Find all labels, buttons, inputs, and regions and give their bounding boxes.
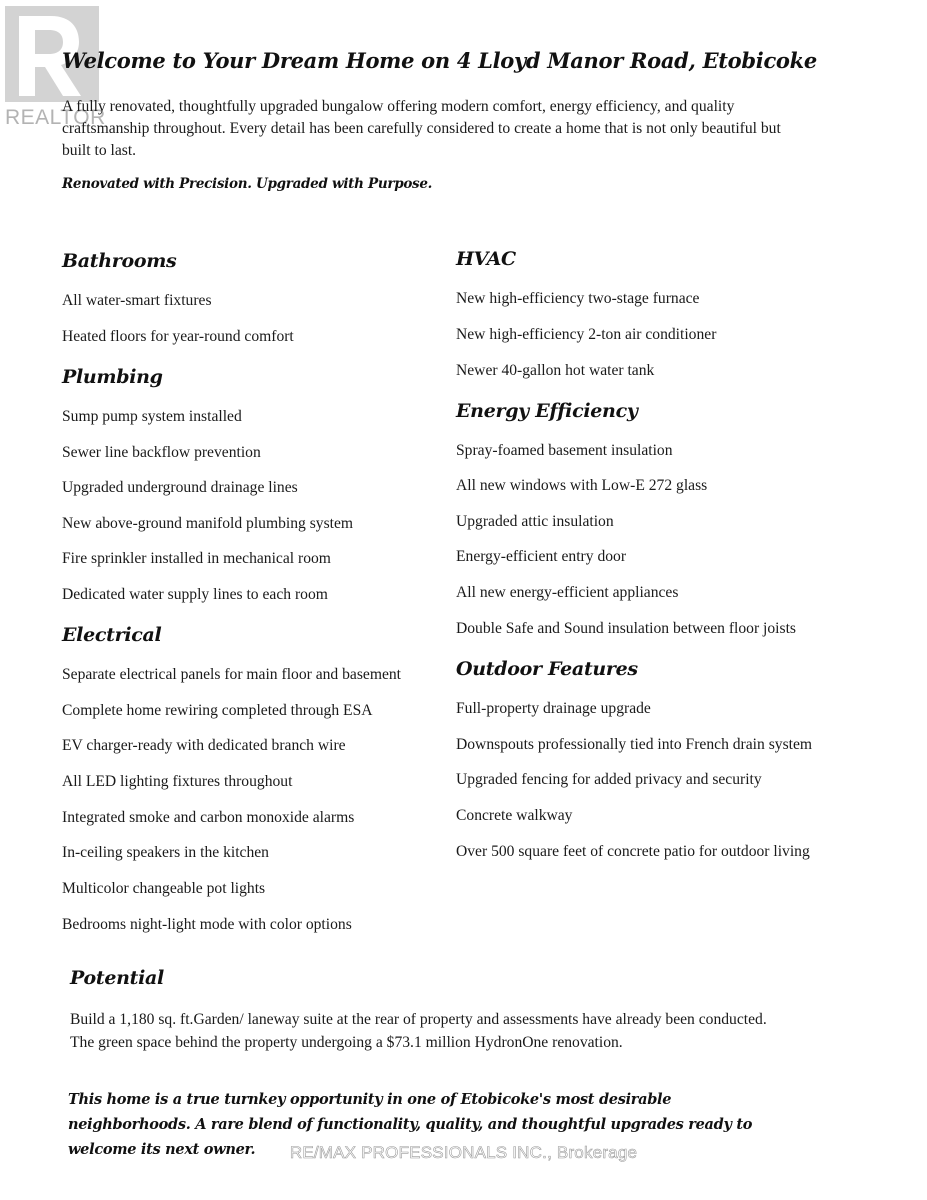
list-item: Energy-efficient entry door: [456, 548, 627, 565]
list-item: Upgraded underground drainage lines: [62, 479, 298, 496]
list-item: New high-efficiency two-stage furnace: [456, 290, 700, 307]
list-item: Over 500 square feet of concrete patio for outdoor living: [456, 843, 810, 860]
list-item: Dedicated water supply lines to each room: [62, 586, 328, 603]
list-item: Upgraded fencing for added privacy and security: [456, 771, 762, 788]
list-item: Fire sprinkler installed in mechanical room: [62, 550, 331, 567]
list-item: Double Safe and Sound insulation between floor joists: [456, 620, 796, 637]
electrical-heading: Electrical: [62, 624, 162, 646]
realtor-logo-text: REALTOR: [5, 106, 106, 129]
potential-heading: Potential: [70, 967, 164, 989]
hvac-heading: HVAC: [456, 248, 516, 270]
list-item: All water-smart fixtures: [62, 292, 212, 309]
list-item: Sewer line backflow prevention: [62, 444, 261, 461]
list-item: Heated floors for year-round comfort: [62, 328, 294, 345]
intro-paragraph: A fully renovated, thoughtfully upgraded bungalow offering modern comfort, energy efficiency, and quality craftsmanship throughout. Every detail has been carefully considered to create a home that is not only beautiful but built to last.: [62, 98, 781, 159]
list-item: Multicolor changeable pot lights: [62, 880, 266, 897]
potential-paragraph: Build a 1,180 sq. ft.Garden/ laneway suite at the rear of property and assessments have already been conducted. The green space behind the property undergoing a $73.1 million HydronOne renovation.: [70, 1011, 767, 1051]
tagline: Renovated with Precision. Upgraded with Purpose.: [62, 176, 433, 192]
brokerage-watermark: RE/MAX PROFESSIONALS INC., Brokerage: [289, 1143, 638, 1162]
list-item: All new energy-efficient appliances: [456, 584, 679, 601]
list-item: All new windows with Low-E 272 glass: [456, 477, 708, 494]
list-item: Upgraded attic insulation: [456, 513, 614, 530]
list-item: Downspouts professionally tied into French drain system: [456, 736, 813, 753]
list-item: New above-ground manifold plumbing system: [62, 515, 354, 532]
list-item: Integrated smoke and carbon monoxide alarms: [62, 809, 355, 826]
plumbing-heading: Plumbing: [62, 366, 163, 388]
list-item: Full-property drainage upgrade: [456, 700, 651, 717]
list-item: Complete home rewiring completed through ESA: [62, 702, 373, 719]
list-item: Sump pump system installed: [62, 408, 242, 425]
list-item: All LED lighting fixtures throughout: [62, 773, 293, 790]
list-item: In-ceiling speakers in the kitchen: [62, 844, 269, 861]
bathrooms-heading: Bathrooms: [62, 250, 177, 272]
list-item: Bedrooms night-light mode with color options: [62, 916, 352, 933]
list-item: New high-efficiency 2-ton air conditioner: [456, 326, 717, 343]
list-item: Separate electrical panels for main floor and basement: [62, 666, 402, 683]
list-item: Newer 40-gallon hot water tank: [456, 362, 655, 379]
energy-efficiency-heading: Energy Efficiency: [456, 400, 638, 422]
page-title: Welcome to Your Dream Home on 4 Lloyd Manor Road, Etobicoke: [62, 48, 817, 73]
outdoor-features-heading: Outdoor Features: [456, 658, 638, 680]
list-item: Spray-foamed basement insulation: [456, 442, 673, 459]
closing-statement: This home is a true turnkey opportunity in one of Etobicoke's most desirable neighborhoods. A rare blend of functionality, quality, and thoughtful upgrades ready to welcome its next owner.: [68, 1091, 753, 1158]
list-item: EV charger-ready with dedicated branch wire: [62, 737, 346, 754]
list-item: Concrete walkway: [456, 807, 573, 824]
